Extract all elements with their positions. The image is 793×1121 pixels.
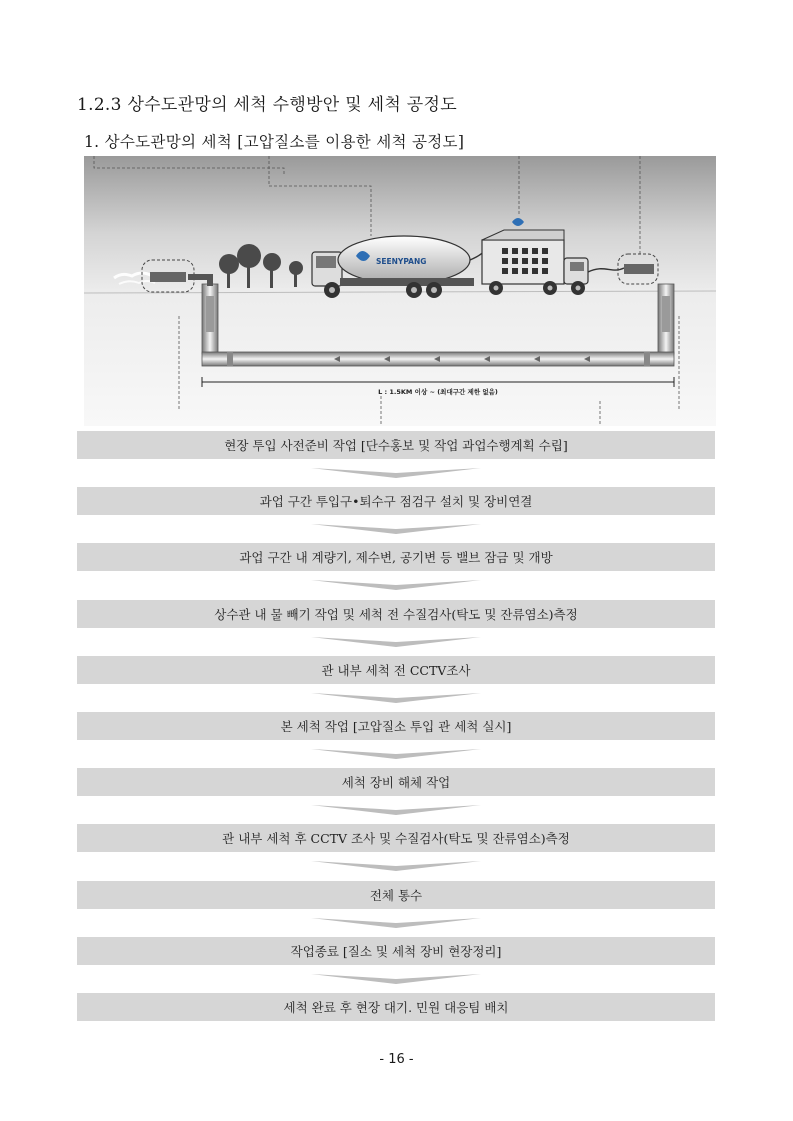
down-arrow-icon xyxy=(77,740,715,768)
process-step-8: 관 내부 세척 후 CCTV 조사 및 수질검사(탁도 및 잔류염소)측정 xyxy=(77,824,715,852)
process-step-1: 현장 투입 사전준비 작업 [단수홍보 및 작업 과업수행계획 수립] xyxy=(77,431,715,459)
process-flow xyxy=(77,431,715,1021)
down-arrow-icon xyxy=(77,965,715,993)
process-step-11: 세척 완료 후 현장 대기. 민원 대응팀 배치 xyxy=(77,993,715,1021)
process-step-5: 관 내부 세척 전 CCTV조사 xyxy=(77,656,715,684)
subsection-title: 1. 상수도관망의 세척 [고압질소를 이용한 세척 공정도] xyxy=(84,133,465,151)
down-arrow-icon xyxy=(77,571,715,599)
distance-label: L : 1.5KM 이상 ~ (최대구간 제한 없음) xyxy=(378,388,498,396)
down-arrow-icon xyxy=(77,684,715,712)
truck-brand-label: SEENYPANG xyxy=(376,257,427,266)
down-arrow-icon xyxy=(77,852,715,880)
process-step-9: 전체 통수 xyxy=(77,881,715,909)
process-step-10: 작업종료 [질소 및 세척 장비 현장정리] xyxy=(77,937,715,965)
page-number-text: - 16 - xyxy=(379,1052,414,1067)
section-title: 1.2.3 상수도관망의 세척 수행방안 및 세척 공정도 xyxy=(77,95,457,115)
outlet-fitting-icon xyxy=(624,264,654,274)
process-step-4: 상수관 내 물 빼기 작업 및 세척 전 수질검사(탁도 및 잔류염소)측정 xyxy=(77,600,715,628)
down-arrow-icon xyxy=(77,628,715,656)
process-step-7: 세척 장비 해체 작업 xyxy=(77,768,715,796)
cleaning-process-figure xyxy=(84,156,716,426)
process-step-6: 본 세척 작업 [고압질소 투입 관 세척 실시] xyxy=(77,712,715,740)
inlet-fitting-icon xyxy=(150,272,186,282)
down-arrow-icon xyxy=(77,515,715,543)
down-arrow-icon xyxy=(77,909,715,937)
process-step-2: 과업 구간 투입구•퇴수구 점검구 설치 및 장비연결 xyxy=(77,487,715,515)
process-step-3: 과업 구간 내 계량기, 제수변, 공기변 등 밸브 잠금 및 개방 xyxy=(77,543,715,571)
page-number xyxy=(0,1052,793,1067)
down-arrow-icon xyxy=(77,796,715,824)
down-arrow-icon xyxy=(77,459,715,487)
